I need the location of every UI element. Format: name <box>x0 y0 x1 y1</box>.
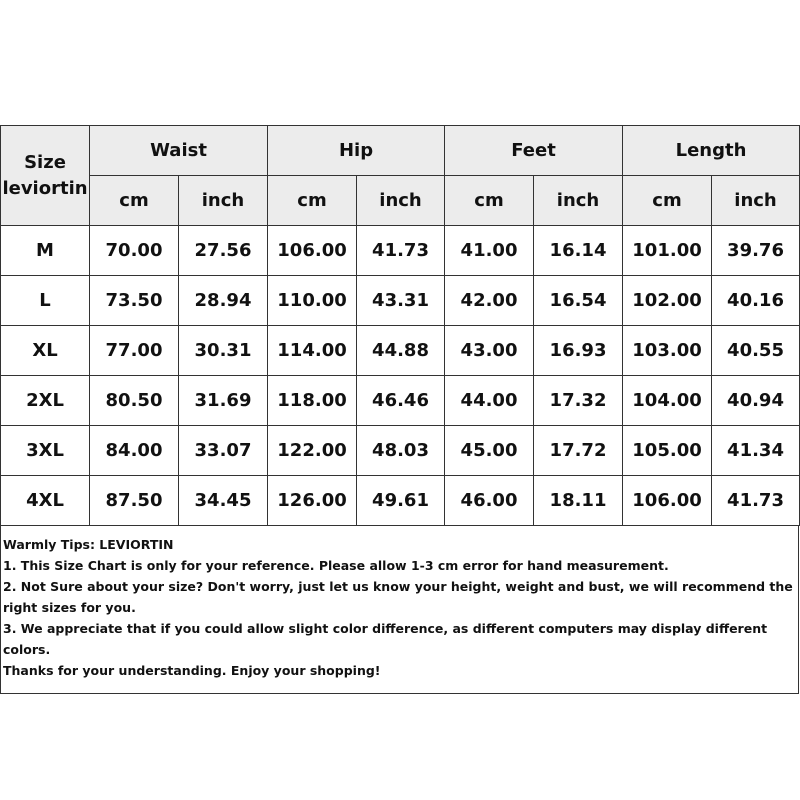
measurement-cell: 122.00 <box>268 426 357 476</box>
size-chart <box>0 125 799 694</box>
measurement-cell: 44.88 <box>357 326 445 376</box>
tips-line-3: 3. We appreciate that if you could allow slight color difference, as different computers may display different colors. <box>3 621 768 657</box>
measurement-cell: 16.93 <box>534 326 623 376</box>
group-header-row <box>1 126 800 176</box>
measurement-cell: 105.00 <box>623 426 712 476</box>
size-cell: XL <box>1 326 90 376</box>
measurement-cell: 101.00 <box>623 226 712 276</box>
measurement-cell: 103.00 <box>623 326 712 376</box>
measurement-cell: 110.00 <box>268 276 357 326</box>
measurement-cell: 41.34 <box>712 426 800 476</box>
measurement-cell: 39.76 <box>712 226 800 276</box>
unit-header: inch <box>357 176 445 226</box>
measurement-cell: 33.07 <box>179 426 268 476</box>
measurement-cell: 46.00 <box>445 476 534 526</box>
unit-header-row <box>1 176 800 226</box>
measurement-cell: 41.73 <box>712 476 800 526</box>
size-cell: 2XL <box>1 376 90 426</box>
measurement-cell: 43.31 <box>357 276 445 326</box>
measurement-cell: 87.50 <box>90 476 179 526</box>
tips-line-4: Thanks for your understanding. Enjoy your shopping! <box>3 663 381 678</box>
measurement-cell: 40.94 <box>712 376 800 426</box>
size-header-line2: leviortin <box>2 177 88 199</box>
measurement-cell: 44.00 <box>445 376 534 426</box>
unit-header: cm <box>268 176 357 226</box>
measurement-cell: 49.61 <box>357 476 445 526</box>
tips-title: Warmly Tips: LEVIORTIN <box>3 537 174 552</box>
group-header-feet: Feet <box>445 126 623 176</box>
size-cell: 4XL <box>1 476 90 526</box>
tips-line-1: 1. This Size Chart is only for your reference. Please allow 1-3 cm error for hand measurement. <box>3 558 669 573</box>
size-header-line1: Size <box>24 151 66 173</box>
measurement-cell: 80.50 <box>90 376 179 426</box>
measurement-cell: 18.11 <box>534 476 623 526</box>
measurement-cell: 40.16 <box>712 276 800 326</box>
size-rows <box>1 226 800 526</box>
measurement-cell: 126.00 <box>268 476 357 526</box>
measurement-cell: 102.00 <box>623 276 712 326</box>
measurement-cell: 42.00 <box>445 276 534 326</box>
measurement-cell: 106.00 <box>623 476 712 526</box>
size-table <box>0 125 800 526</box>
measurement-cell: 73.50 <box>90 276 179 326</box>
measurement-cell: 118.00 <box>268 376 357 426</box>
size-cell: M <box>1 226 90 276</box>
tips-line-2: 2. Not Sure about your size? Don't worry, just let us know your height, weight and bust, we will recommend the right sizes for you. <box>3 579 793 615</box>
measurement-cell: 106.00 <box>268 226 357 276</box>
measurement-cell: 41.73 <box>357 226 445 276</box>
measurement-cell: 40.55 <box>712 326 800 376</box>
table-row <box>1 326 800 376</box>
measurement-cell: 114.00 <box>268 326 357 376</box>
measurement-cell: 48.03 <box>357 426 445 476</box>
table-row <box>1 376 800 426</box>
measurement-cell: 104.00 <box>623 376 712 426</box>
group-header-waist: Waist <box>90 126 268 176</box>
measurement-cell: 84.00 <box>90 426 179 476</box>
measurement-cell: 70.00 <box>90 226 179 276</box>
measurement-cell: 28.94 <box>179 276 268 326</box>
unit-header: inch <box>534 176 623 226</box>
unit-header: cm <box>445 176 534 226</box>
measurement-cell: 27.56 <box>179 226 268 276</box>
group-header-length: Length <box>623 126 800 176</box>
unit-header: cm <box>90 176 179 226</box>
size-column-header <box>1 126 90 226</box>
measurement-cell: 16.14 <box>534 226 623 276</box>
measurement-cell: 30.31 <box>179 326 268 376</box>
measurement-cell: 17.72 <box>534 426 623 476</box>
measurement-cell: 77.00 <box>90 326 179 376</box>
size-cell: L <box>1 276 90 326</box>
measurement-cell: 34.45 <box>179 476 268 526</box>
unit-header: inch <box>179 176 268 226</box>
group-header-hip: Hip <box>268 126 445 176</box>
measurement-cell: 43.00 <box>445 326 534 376</box>
measurement-cell: 45.00 <box>445 426 534 476</box>
measurement-cell: 46.46 <box>357 376 445 426</box>
unit-header: inch <box>712 176 800 226</box>
warm-tips <box>0 526 799 694</box>
measurement-cell: 41.00 <box>445 226 534 276</box>
measurement-cell: 31.69 <box>179 376 268 426</box>
table-row <box>1 226 800 276</box>
measurement-cell: 17.32 <box>534 376 623 426</box>
table-row <box>1 276 800 326</box>
size-cell: 3XL <box>1 426 90 476</box>
unit-header: cm <box>623 176 712 226</box>
measurement-cell: 16.54 <box>534 276 623 326</box>
table-row <box>1 426 800 476</box>
table-row <box>1 476 800 526</box>
